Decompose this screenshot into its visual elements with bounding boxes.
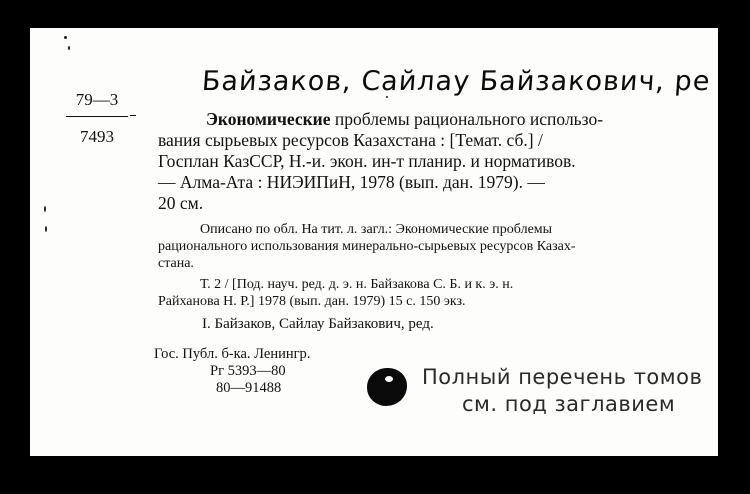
card-notes <box>158 221 714 310</box>
call-number-divider <box>66 116 128 117</box>
stamp-line-2: см. под заглавием <box>462 392 676 416</box>
scan-speck <box>44 206 46 212</box>
entry-lead-word: Экономические <box>206 109 331 129</box>
call-number-top: 79—3 <box>75 90 119 109</box>
catalog-card <box>30 28 718 456</box>
ink-blot <box>367 368 407 406</box>
entry-line: вания сырьевых ресурсов Казахстана : [Темат. сб.] / <box>158 130 543 150</box>
call-number-bottom: 7493 <box>80 127 114 146</box>
library-name: Гос. Публ. б-ка. Ленингр. <box>154 346 311 362</box>
rubber-stamp <box>422 364 718 418</box>
holding-library <box>154 346 310 397</box>
register-number: Рг 5393—80 <box>210 363 286 379</box>
entry-line: — Алма-Ата : НИЭИПиН, 1978 (вып. дан. 1979). — <box>158 172 545 192</box>
scan-speck <box>45 226 47 232</box>
accession-number: 80—91488 <box>216 380 282 396</box>
entry-line <box>158 109 714 130</box>
call-number <box>66 90 128 147</box>
series-line: Райханова Н. Р.] 1978 (вып. дан. 1979) 15 с. 150 экз. <box>158 294 466 309</box>
entry-line-text: проблемы рационального использо- <box>330 109 604 129</box>
stamp-line-1: Полный перечень томов <box>422 365 703 389</box>
scan-speck <box>68 46 70 50</box>
bibliographic-entry <box>158 109 714 214</box>
note-line: рационального использования минерально-сырьевых ресурсов Казах- <box>158 239 576 254</box>
entry-line: Госплан КазССР, Н.-и. экон. ин-т планир. и нормативов. <box>158 151 576 171</box>
entry-line: 20 см. <box>158 193 204 213</box>
scan-speck <box>64 36 67 39</box>
added-entry: I. Байзаков, Сайлау Байзакович, ред. <box>202 316 434 332</box>
note-line: Описано по обл. На тит. л. загл.: Экономические проблемы <box>200 222 553 237</box>
series-line: Т. 2 / [Под. науч. ред. д. э. н. Байзакова С. Б. и к. э. н. <box>200 277 514 292</box>
note-line: стана. <box>158 256 194 271</box>
handwritten-heading: Байзаков, Сайлау Байзакович, ре <box>200 66 712 97</box>
